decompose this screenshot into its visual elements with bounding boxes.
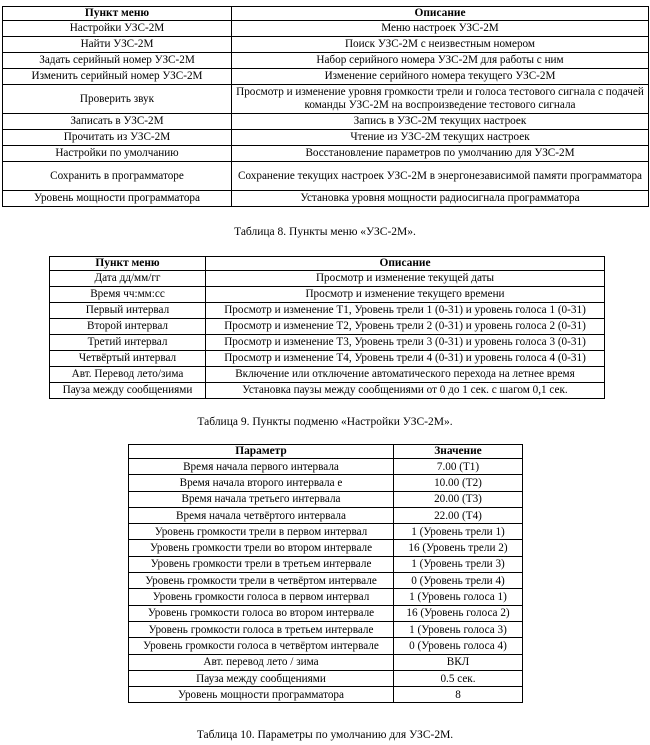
table-row — [129, 589, 523, 605]
menu-item-cell: Изменить серийный номер УЗС-2М — [3, 69, 232, 85]
menu-item-cell: Второй интервал — [50, 319, 206, 335]
value-cell: ВКЛ — [394, 654, 523, 670]
table-row — [129, 459, 523, 475]
value-cell: 8 — [394, 687, 523, 703]
table-row — [3, 85, 649, 114]
menu-item-cell: Четвёртый интервал — [50, 351, 206, 367]
value-cell: 20.00 (Т3) — [394, 491, 523, 507]
menu-item-cell: Уровень мощности программатора — [3, 191, 232, 207]
description-cell: Просмотр и изменение уровня громкости трели и голоса тестового сигнала с подачей команды УЗС-2М на воспроизведение тестового сигнала — [232, 85, 649, 114]
table-row — [3, 114, 649, 130]
description-cell: Меню настроек УЗС-2М — [232, 21, 649, 37]
table-row — [129, 605, 523, 621]
parameter-cell: Уровень громкости трели в первом интервал — [129, 524, 394, 540]
menu-item-cell: Настройки по умолчанию — [3, 146, 232, 162]
table-header-row — [129, 445, 523, 459]
table-row — [3, 69, 649, 85]
column-header-parameter: Параметр — [129, 445, 394, 459]
parameter-cell: Уровень громкости голоса в четвёртом интервале — [129, 638, 394, 654]
value-cell: 1 (Уровень трели 1) — [394, 524, 523, 540]
table-row — [129, 524, 523, 540]
parameter-cell: Пауза между сообщениями — [129, 670, 394, 686]
table-caption: Таблица 8. Пункты меню «УЗС-2М». — [234, 226, 416, 238]
table-row — [129, 556, 523, 572]
parameter-cell: Время начала первого интервала — [129, 459, 394, 475]
description-cell: Изменение серийного номера текущего УЗС-2М — [232, 69, 649, 85]
description-cell: Просмотр и изменение текущей даты — [206, 271, 605, 287]
table-row — [50, 303, 605, 319]
description-cell: Установка паузы между сообщениями от 0 до 1 сек. с шагом 0,1 сек. — [206, 383, 605, 399]
value-cell: 10.00 (Т2) — [394, 475, 523, 491]
menu-item-cell: Прочитать из УЗС-2М — [3, 130, 232, 146]
description-cell: Чтение из УЗС-2М текущих настроек — [232, 130, 649, 146]
value-cell: 16 (Уровень трели 2) — [394, 540, 523, 556]
table-caption: Таблица 9. Пункты подменю «Настройки УЗС-2М». — [197, 416, 453, 428]
table-row — [129, 687, 523, 703]
description-cell: Просмотр и изменение текущего времени — [206, 287, 605, 303]
table-row — [129, 654, 523, 670]
menu-item-cell: Задать серийный номер УЗС-2М — [3, 53, 232, 69]
table-row — [3, 146, 649, 162]
parameter-cell: Время начала третьего интервала — [129, 491, 394, 507]
value-cell: 0 (Уровень голоса 4) — [394, 638, 523, 654]
description-cell: Просмотр и изменение Т3, Уровень трели 3 (0-31) и уровень голоса 3 (0-31) — [206, 335, 605, 351]
table-row — [129, 491, 523, 507]
menu-item-cell: Дата дд/мм/гг — [50, 271, 206, 287]
value-cell: 16 (Уровень голоса 2) — [394, 605, 523, 621]
description-cell: Просмотр и изменение Т1, Уровень трели 1 (0-31) и уровень голоса 1 (0-31) — [206, 303, 605, 319]
table-row — [50, 287, 605, 303]
menu-item-cell: Проверить звук — [3, 85, 232, 114]
value-cell: 22.00 (Т4) — [394, 507, 523, 523]
parameter-cell: Уровень громкости трели во втором интервале — [129, 540, 394, 556]
menu-item-cell: Сохранить в программаторе — [3, 162, 232, 191]
menu-item-cell: Найти УЗС-2М — [3, 37, 232, 53]
table-row — [129, 507, 523, 523]
table-row — [3, 37, 649, 53]
settings-submenu-table — [49, 256, 605, 399]
parameter-cell: Уровень мощности программатора — [129, 687, 394, 703]
parameter-cell: Время начала четвёртого интервала — [129, 507, 394, 523]
table-row — [3, 130, 649, 146]
table-row — [50, 271, 605, 287]
table-header-row — [50, 257, 605, 271]
parameter-cell: Уровень громкости голоса в третьем интервале — [129, 621, 394, 637]
value-cell: 1 (Уровень голоса 3) — [394, 621, 523, 637]
table-row — [129, 621, 523, 637]
description-cell: Включение или отключение автоматического перехода на летнее время — [206, 367, 605, 383]
column-header-description: Описание — [206, 257, 605, 271]
table-row — [3, 162, 649, 191]
menu-item-cell: Настройки УЗС-2М — [3, 21, 232, 37]
menu-items-table — [2, 6, 649, 207]
description-cell: Просмотр и изменение Т4, Уровень трели 4 (0-31) и уровень голоса 4 (0-31) — [206, 351, 605, 367]
parameter-cell: Время начала второго интервала е — [129, 475, 394, 491]
description-cell: Установка уровня мощности радиосигнала программатора — [232, 191, 649, 207]
value-cell: 1 (Уровень голоса 1) — [394, 589, 523, 605]
description-cell: Восстановление параметров по умолчанию для УЗС-2М — [232, 146, 649, 162]
menu-item-cell: Записать в УЗС-2М — [3, 114, 232, 130]
description-cell: Просмотр и изменение Т2, Уровень трели 2 (0-31) и уровень голоса 2 (0-31) — [206, 319, 605, 335]
table-caption: Таблица 10. Параметры по умолчанию для УЗС-2М. — [196, 729, 454, 741]
table-row — [50, 335, 605, 351]
menu-item-cell: Авт. Перевод лето/зима — [50, 367, 206, 383]
parameter-cell: Уровень громкости голоса в первом интервал — [129, 589, 394, 605]
table-row — [50, 319, 605, 335]
table-row — [129, 573, 523, 589]
parameter-cell: Авт. перевод лето / зима — [129, 654, 394, 670]
value-cell: 7.00 (Т1) — [394, 459, 523, 475]
parameter-cell: Уровень громкости трели в третьем интервале — [129, 556, 394, 572]
description-cell: Сохранение текущих настроек УЗС-2М в энергонезависимой памяти программатора — [232, 162, 649, 191]
value-cell: 0.5 сек. — [394, 670, 523, 686]
description-cell: Запись в УЗС-2М текущих настроек — [232, 114, 649, 130]
default-parameters-table — [128, 444, 523, 703]
table-row — [129, 670, 523, 686]
table-header-row — [3, 7, 649, 21]
menu-item-cell: Первый интервал — [50, 303, 206, 319]
table-row — [129, 638, 523, 654]
table-row — [3, 53, 649, 69]
description-cell: Поиск УЗС-2М с неизвестным номером — [232, 37, 649, 53]
menu-item-cell: Третий интервал — [50, 335, 206, 351]
table-row — [3, 21, 649, 37]
column-header-menu-item: Пункт меню — [3, 7, 232, 21]
value-cell: 0 (Уровень трели 4) — [394, 573, 523, 589]
parameter-cell: Уровень громкости трели в четвёртом интервале — [129, 573, 394, 589]
table-row — [50, 383, 605, 399]
description-cell: Набор серийного номера УЗС-2М для работы с ним — [232, 53, 649, 69]
column-header-menu-item: Пункт меню — [50, 257, 206, 271]
table-row — [50, 351, 605, 367]
table-row — [129, 475, 523, 491]
table-row — [129, 540, 523, 556]
column-header-value: Значение — [394, 445, 523, 459]
parameter-cell: Уровень громкости голоса во втором интервале — [129, 605, 394, 621]
table-row — [3, 191, 649, 207]
column-header-description: Описание — [232, 7, 649, 21]
menu-item-cell: Пауза между сообщениями — [50, 383, 206, 399]
menu-item-cell: Время чч:мм:сс — [50, 287, 206, 303]
table-row — [50, 367, 605, 383]
value-cell: 1 (Уровень трели 3) — [394, 556, 523, 572]
